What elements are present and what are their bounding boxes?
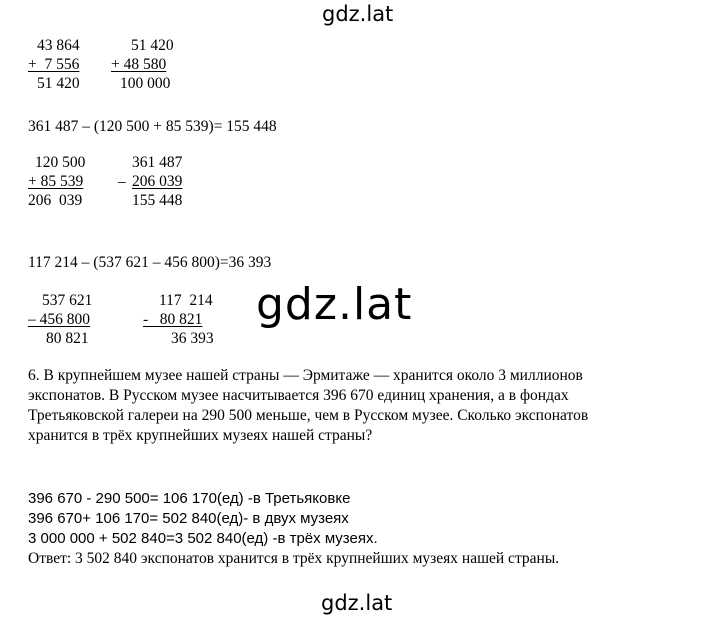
- task-line-4: хранится в трёх крупнейших музеях нашей страны?: [28, 427, 373, 444]
- difference-result: 80 821: [46, 330, 89, 347]
- operand-2: + 7 556: [28, 56, 80, 73]
- operand-1: 51 420: [131, 37, 174, 54]
- solution-line-1: 396 670 - 290 500= 106 170(ед) -в Третьяковке: [28, 490, 351, 507]
- operand-1: 43 864: [37, 37, 80, 54]
- solution-line-3: 3 000 000 + 502 840=3 502 840(ед) -в трёх музеях.: [28, 530, 378, 547]
- sum-result: 206 039: [28, 192, 83, 209]
- task-line-2: экспонатов. В Русском музее насчитывается 396 670 единиц хранения, а в фондах: [28, 387, 569, 404]
- difference-result: 155 448: [132, 192, 183, 209]
- subtrahend: - 80 821: [143, 311, 203, 328]
- solution-line-2: 396 670+ 106 170= 502 840(ед)- в двух музеях: [28, 510, 349, 527]
- expression-1: 361 487 – (120 500 + 85 539)= 155 448: [28, 118, 277, 135]
- subtrahend: 206 039: [132, 173, 183, 190]
- sum-result: 51 420: [37, 75, 80, 92]
- watermark-middle: gdz.lat: [256, 279, 413, 330]
- expression-2: 117 214 – (537 621 – 456 800)=36 393: [28, 254, 272, 271]
- minuend: 361 487: [132, 154, 183, 171]
- operand-2: + 85 539: [28, 173, 84, 190]
- minus-sign: _: [118, 168, 126, 185]
- operand-1: 120 500: [35, 154, 86, 171]
- answer-line: Ответ: 3 502 840 экспонатов хранится в трёх крупнейших музеях нашей страны.: [28, 550, 560, 567]
- subtrahend: – 456 800: [28, 311, 90, 328]
- task-line-1: 6. В крупнейшем музее нашей страны — Эрмитаже — хранится около 3 миллионов: [28, 367, 583, 384]
- watermark-top: gdz.lat: [322, 2, 394, 26]
- difference-result: 36 393: [171, 330, 214, 347]
- minuend: 117 214: [159, 292, 213, 309]
- watermark-bottom: gdz.lat: [321, 591, 393, 615]
- sum-result: 100 000: [120, 75, 171, 92]
- minuend: 537 621: [42, 292, 93, 309]
- task-line-3: Третьяковской галереи на 290 500 меньше, чем в Русском музее. Сколько экспонатов: [28, 407, 589, 424]
- operand-2: + 48 580: [111, 56, 167, 73]
